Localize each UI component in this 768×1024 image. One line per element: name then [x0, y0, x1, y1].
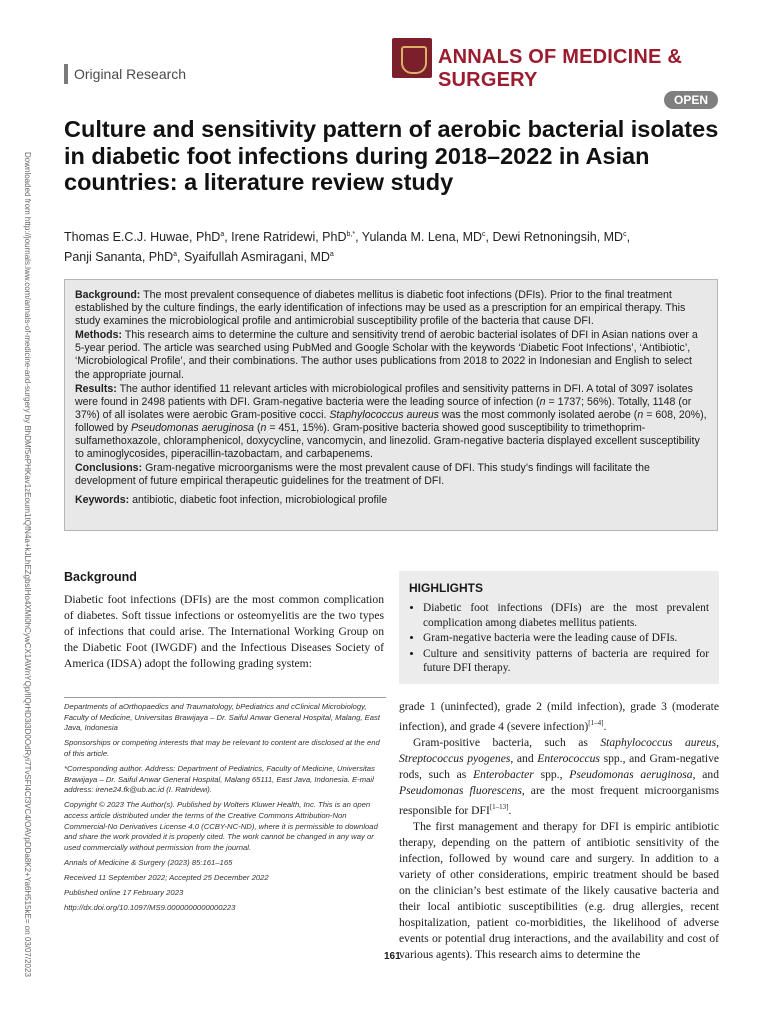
body-right-column	[399, 699, 719, 963]
abstract-box	[64, 279, 718, 531]
download-watermark	[2, 152, 48, 977]
highlights-box	[399, 571, 719, 684]
abstract-keywords: Keywords: antibiotic, diabetic foot infection, microbiological profile	[75, 494, 388, 507]
author: Thomas E.C.J. Huwae, PhD	[64, 230, 221, 245]
highlights-list	[409, 601, 709, 676]
background-paragraph: Diabetic foot infections (DFIs) are the most common complication of diabetes. Soft tissue infections or osteomyelitis are the two types of infections that could arise. The International Working Group on the Diabetic Foot (IWGDF) and the Infectious Diseases Society of America (IDSA) adopt the following grading system:	[64, 593, 384, 671]
citation-link[interactable]: [1–13]	[489, 802, 509, 811]
abstract-methods: Methods: This research aims to determine the culture and sensitivity trend of aerobic bacterial isolates of DFI in Asian nations over a 5-year period. The article was searched using PubMed and Google Scholar with the keywords ‘Diabetic Foot Infections’, ‘Antibiotic’, ‘Microbiological Profile’, and their combinations. The author uses publications from 2018 to 2022 in Indonesian and English to select the appropriate journal.	[75, 329, 698, 381]
highlight-item: • Diabetic foot infections (DFIs) are the most prevalent complication among diabetes mellitus patients.	[423, 601, 709, 630]
author-line-2: Panji Sananta, PhD$^a$, Syaifullah Asmiragani, $MD^a$	[64, 250, 334, 265]
highlights-title: HIGHLIGHTS	[409, 581, 483, 595]
footnote-sponsorships: Sponsorships or competing interests that may be relevant to content are disclosed at the end of this article.	[64, 738, 380, 758]
background-heading: Background	[64, 570, 137, 584]
highlight-item: • Gram-negative bacteria were the leading cause of DFIs.	[423, 631, 709, 646]
footnote-corresponding-author: *Corresponding author. Address: Department of Pediatrics, Faculty of Medicine, Universitas Brawijaya – Dr. Saiful Anwar General Hospital, Malang 65111, East Java, Indonesia. E-mail address: irene24.fk@ub.ac.id (I. Ratridewi).	[64, 763, 375, 795]
abstract-conclusions: Conclusions: Gram-negative microorganisms were the most prevalent cause of DFI. This study’s findings will facilitate the development of future empirical therapeutic guidelines for the treatment of DFI.	[75, 462, 650, 488]
footnotes	[64, 697, 386, 917]
footnote-received: Received 11 September 2022; Accepted 25 December 2022	[64, 872, 269, 882]
author: Irene Ratridewi, PhD	[231, 230, 347, 245]
download-note-text: Downloaded from http://journals.lww.com/annals-of-medicine-and-surgery by BhDMf5ePHKav1zEoum1tQfN4a+kJLhEZgbsIHo4XMi0hCywCX1AWnYQp/IlQrHD3i3D0OdRyi7TvSFl4Cf3VC4/OAVpDDa8K2+Ya6H515kE= on 03/07/2023	[23, 152, 32, 977]
footnote-published: Published online 17 February 2023	[64, 887, 184, 897]
open-access-badge: OPEN	[664, 91, 718, 109]
citation-link[interactable]: [1–4]	[588, 719, 604, 727]
body-paragraph: Gram-positive bacteria, such as Staphylococcus aureus, Streptococcus pyogenes, and Enterococcus spp., and Gram-negative rods, such as Enterobacter spp., Pseudomonas aeruginosa, and Pseudomonas fluorescens, are the most frequent microorganisms responsible for DFI[1–13].	[399, 735, 720, 817]
page-number: 161	[384, 951, 401, 962]
body-paragraph: The first management and therapy for DFI is empiric antibiotic therapy, depending on the pattern of antibiotic sensitivity of the infection, followed by wound care and surgery. In addition to a variety of other considerations, empiric treatment should be based on the clinician’s best estimate of the likely causative bacteria and their local antibiotic susceptibilities (e.g. drug allergies, recent hospitalization, patient co-morbidities, the likelihood of adverse events or potential drug interactions, and the availability and cost of various agents). This research aims to determine the	[399, 819, 719, 961]
footnote-copyright: Copyright © 2023 The Author(s). Published by Wolters Kluwer Health, Inc. This is an open access article distributed under the terms of the Creative Commons Attribution-Non Commercial-No Derivatives License 4.0 (CCBY-NC-ND), where it is permissible to download and share the work provided it is properly cited. The work cannot be changed in any way or used commercially without permission from the journal.	[64, 800, 378, 852]
author: Syaifullah Asmiragani, MD	[183, 250, 330, 265]
footnote-citation: Annals of Medicine & Surgery (2023) 85:161–165	[64, 857, 233, 867]
abstract-background: Background: The most prevalent consequence of diabetes mellitus is diabetic foot infections (DFIs). Prior to the final treatment established by the culture findings, the early identification of infections may be used as a prescription for an empirical therapy. This study examines the microbiological profile and antimicrobial susceptibility profile of the bacteria that cause DFI.	[75, 289, 686, 328]
author-line-1: Thomas E.C.J. Huwae, PhD$^a$, Irene Ratridewi, PhD$^{b,*}$, Yulanda M. Lena, $MD^c$, Dewi Retnoningsih, $MD^c$,	[64, 230, 631, 245]
section-label: Original Research	[64, 64, 186, 84]
article-title: Culture and sensitivity pattern of aerobic bacterial isolates in diabetic foot infections during 2018–2022 in Asian countries: a literature review study	[64, 116, 719, 195]
author-list	[64, 226, 704, 266]
body-paragraph: grade 1 (uninfected), grade 2 (mild infection), grade 3 (moderate infection), and grade 4 (severe infection)[1–4].	[399, 700, 719, 733]
author: Dewi Retnoningsih, MD	[492, 230, 624, 245]
abstract-results: Results: The author identified 11 relevant articles with microbiological profiles and sensitivity patterns in DFI. A total of 3097 isolates were found in 2498 patients with DFI. Gram-negative bacteria were the leading source of infection (n = 1737; 56%). Totally, 1148 (or 37%) of all isolates were aerobic Gram-positive cocci. Staphylococcus aureus was the most commonly isolated aerobe (n = 608, 20%), followed by Pseudomonas aeruginosa (n = 451, 15%). Gram-positive bacteria showed good susceptibility to trimethoprim-sulfamethoxazole, chloramphenicol, doxycycline, vancomycin, and linezolid. Gram-negative bacteria displayed excellent susceptibility to aminoglycosides, piperacillin-tazobactam, and carbapenems.	[75, 382, 707, 461]
journal-name: ANNALS OF MEDICINE & SURGERY	[438, 46, 682, 91]
highlight-item: • Culture and sensitivity patterns of bacteria are required for future DFI therapy.	[423, 647, 709, 676]
author: Panji Sananta, PhD	[64, 250, 174, 265]
journal-logo	[392, 38, 432, 78]
footnote-doi[interactable]: http://dx.doi.org/10.1097/MS9.0000000000000223	[64, 902, 236, 912]
footnote-affiliations: Departments of aOrthopaedics and Traumatology, bPediatrics and cClinical Microbiology, Faculty of Medicine, Universitas Brawijaya – Dr. Saiful Anwar General Hospital, Malang, East Java, Indonesia	[64, 702, 381, 733]
author: Yulanda M. Lena, MD	[361, 230, 483, 245]
